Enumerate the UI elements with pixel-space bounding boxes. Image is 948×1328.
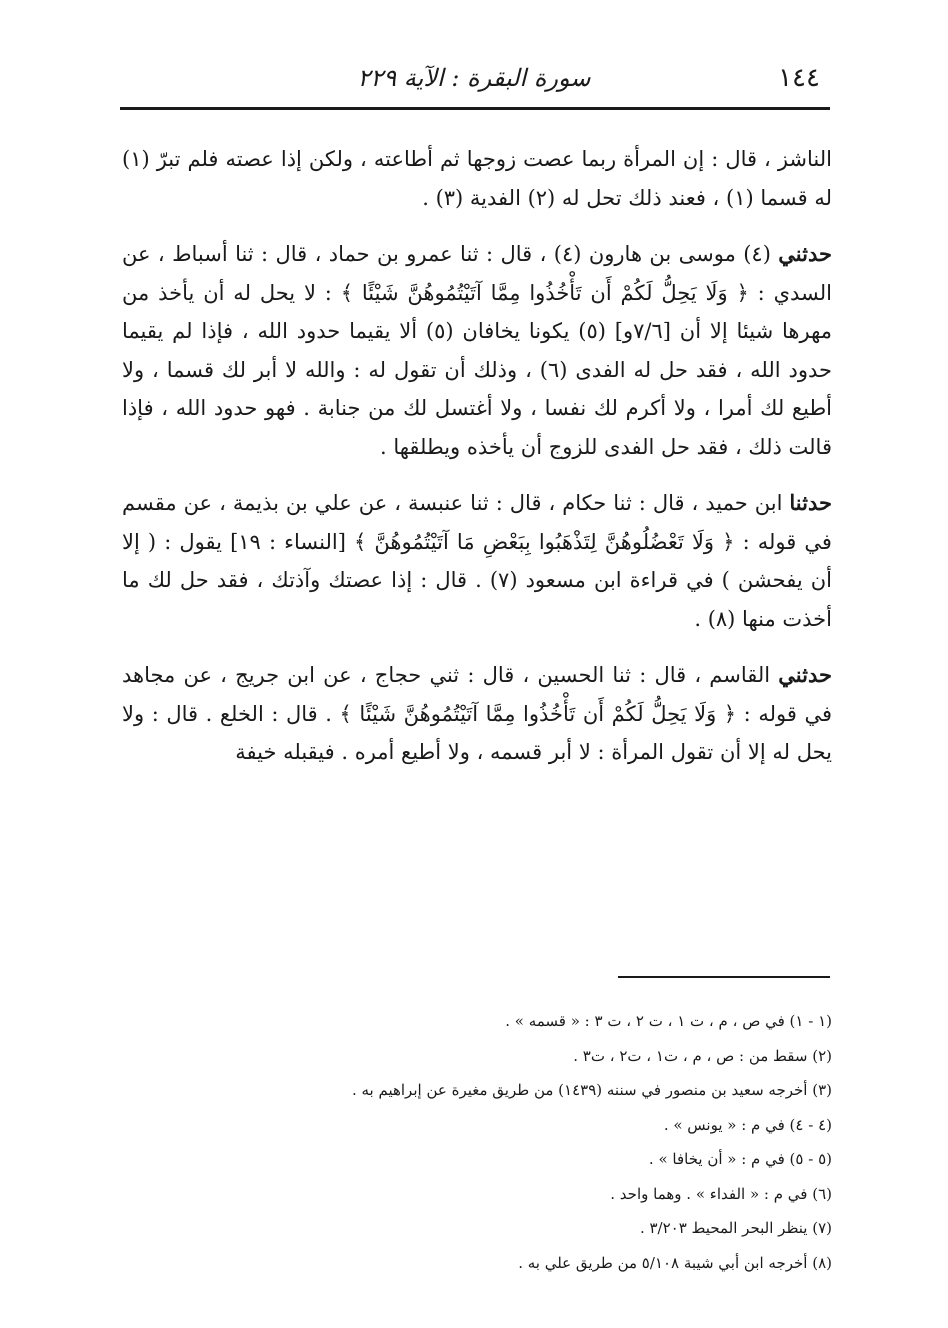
paragraph-text: الناشز ، قال : إن المرأة ربما عصت زوجها ثم أطاعته ، ولكن إذا عصته فلم تبرّ (١) له قسما (١) ، فعند ذلك تحل له (٢) الفدية (٣) . [122, 147, 832, 210]
paragraph-text: (٤) موسى بن هارون (٤) ، قال : ثنا عمرو بن حماد ، قال : ثنا أسباط ، عن السدي : ﴿ وَلَا يَحِلُّ لَكُمْ أَن تَأْخُذُوا مِمَّا آتَيْتُمُوهُنَّ شَيْئًا ﴾ : لا يحل له أن يأخذ من مهرها شيئا إلا أن [٧/٦و] (٥) يكونا يخافان (٥) ألا يقيما حدود الله ، فإذا لم يقيما حدود الله ، فقد حل له الفدى (٦) ، وذلك أن تقول له : والله لا أبر لك قسما ، ولا أطيع لك أمرا ، ولا أكرم لك نفسا ، ولا أغتسل لك من جنابة . فهو حدود الله ، فإذا قالت ذلك ، فقد حل الفدى للزوج أن يأخذه ويطلقها . [122, 242, 833, 459]
paragraph [122, 235, 832, 466]
paragraph [122, 484, 832, 638]
footnote: (٥ - ٥) في م : « أن يخافا » . [648, 1150, 832, 1168]
footnote-separator [618, 976, 830, 978]
footnote: (٤ - ٤) في م : « يونس » . [663, 1115, 832, 1134]
footnote: (٧) ينظر البحر المحيط ٣/٢٠٣ . [639, 1219, 832, 1237]
page-header [120, 58, 828, 98]
paragraph-lead: حدثني [778, 662, 832, 687]
paragraph-lead: حدثني [778, 241, 832, 266]
footnote: (٢) سقط من : ص ، م ، ت١ ، ت٢ ، ت٣ . [573, 1046, 832, 1065]
running-title: سورة البقرة : الآية ٢٢٩ [357, 64, 591, 92]
footnotes [122, 1004, 832, 1280]
footnote: (٦) في م : « الفداء » . وهما واحد . [610, 1184, 832, 1203]
paragraph [122, 140, 832, 217]
footnote: (٨) أخرجه ابن أبي شيبة ٥/١٠٨ من طريق علي به . [518, 1253, 832, 1272]
paragraph [122, 656, 832, 772]
paragraph-lead: حدثنا [789, 490, 832, 515]
paragraph-text: ابن حميد ، قال : ثنا حكام ، قال : ثنا عنبسة ، عن علي بن بذيمة ، عن مقسم في قوله : ﴿ وَلَا تَعْضُلُوهُنَّ لِتَذْهَبُوا بِبَعْضِ مَا آتَيْتُمُوهُنَّ ﴾ [النساء : ١٩] يقول : ( إلا أن يفحشن ) في قراءة ابن مسعود (٧) . قال : إذا عصتك وآذتك ، فقد حل لك ما أخذت منها (٨) . [122, 491, 832, 631]
header-rule [120, 107, 830, 110]
paragraph-text: القاسم ، قال : ثنا الحسين ، قال : ثني حجاج ، عن ابن جريج ، عن مجاهد في قوله : ﴿ وَلَا يَحِلُّ لَكُمْ أَن تَأْخُذُوا مِمَّا آتَيْتُمُوهُنَّ شَيْئًا ﴾ . قال : الخلع . قال : ولا يحل له إلا أن تقول المرأة : لا أبر قسمه ، ولا أطيع أمره . فيقبله خيفة [122, 663, 832, 764]
footnote: (٣) أخرجه سعيد بن منصور في سننه (١٤٣٩) من طريق مغيرة عن إبراهيم به . [351, 1081, 832, 1099]
page-number: ١٤٤ [778, 63, 820, 93]
footnote: (١ - ١) في ص ، م ، ت ١ ، ت ٢ ، ت ٣ : « قسمه » . [505, 1012, 832, 1030]
main-text [122, 140, 832, 790]
